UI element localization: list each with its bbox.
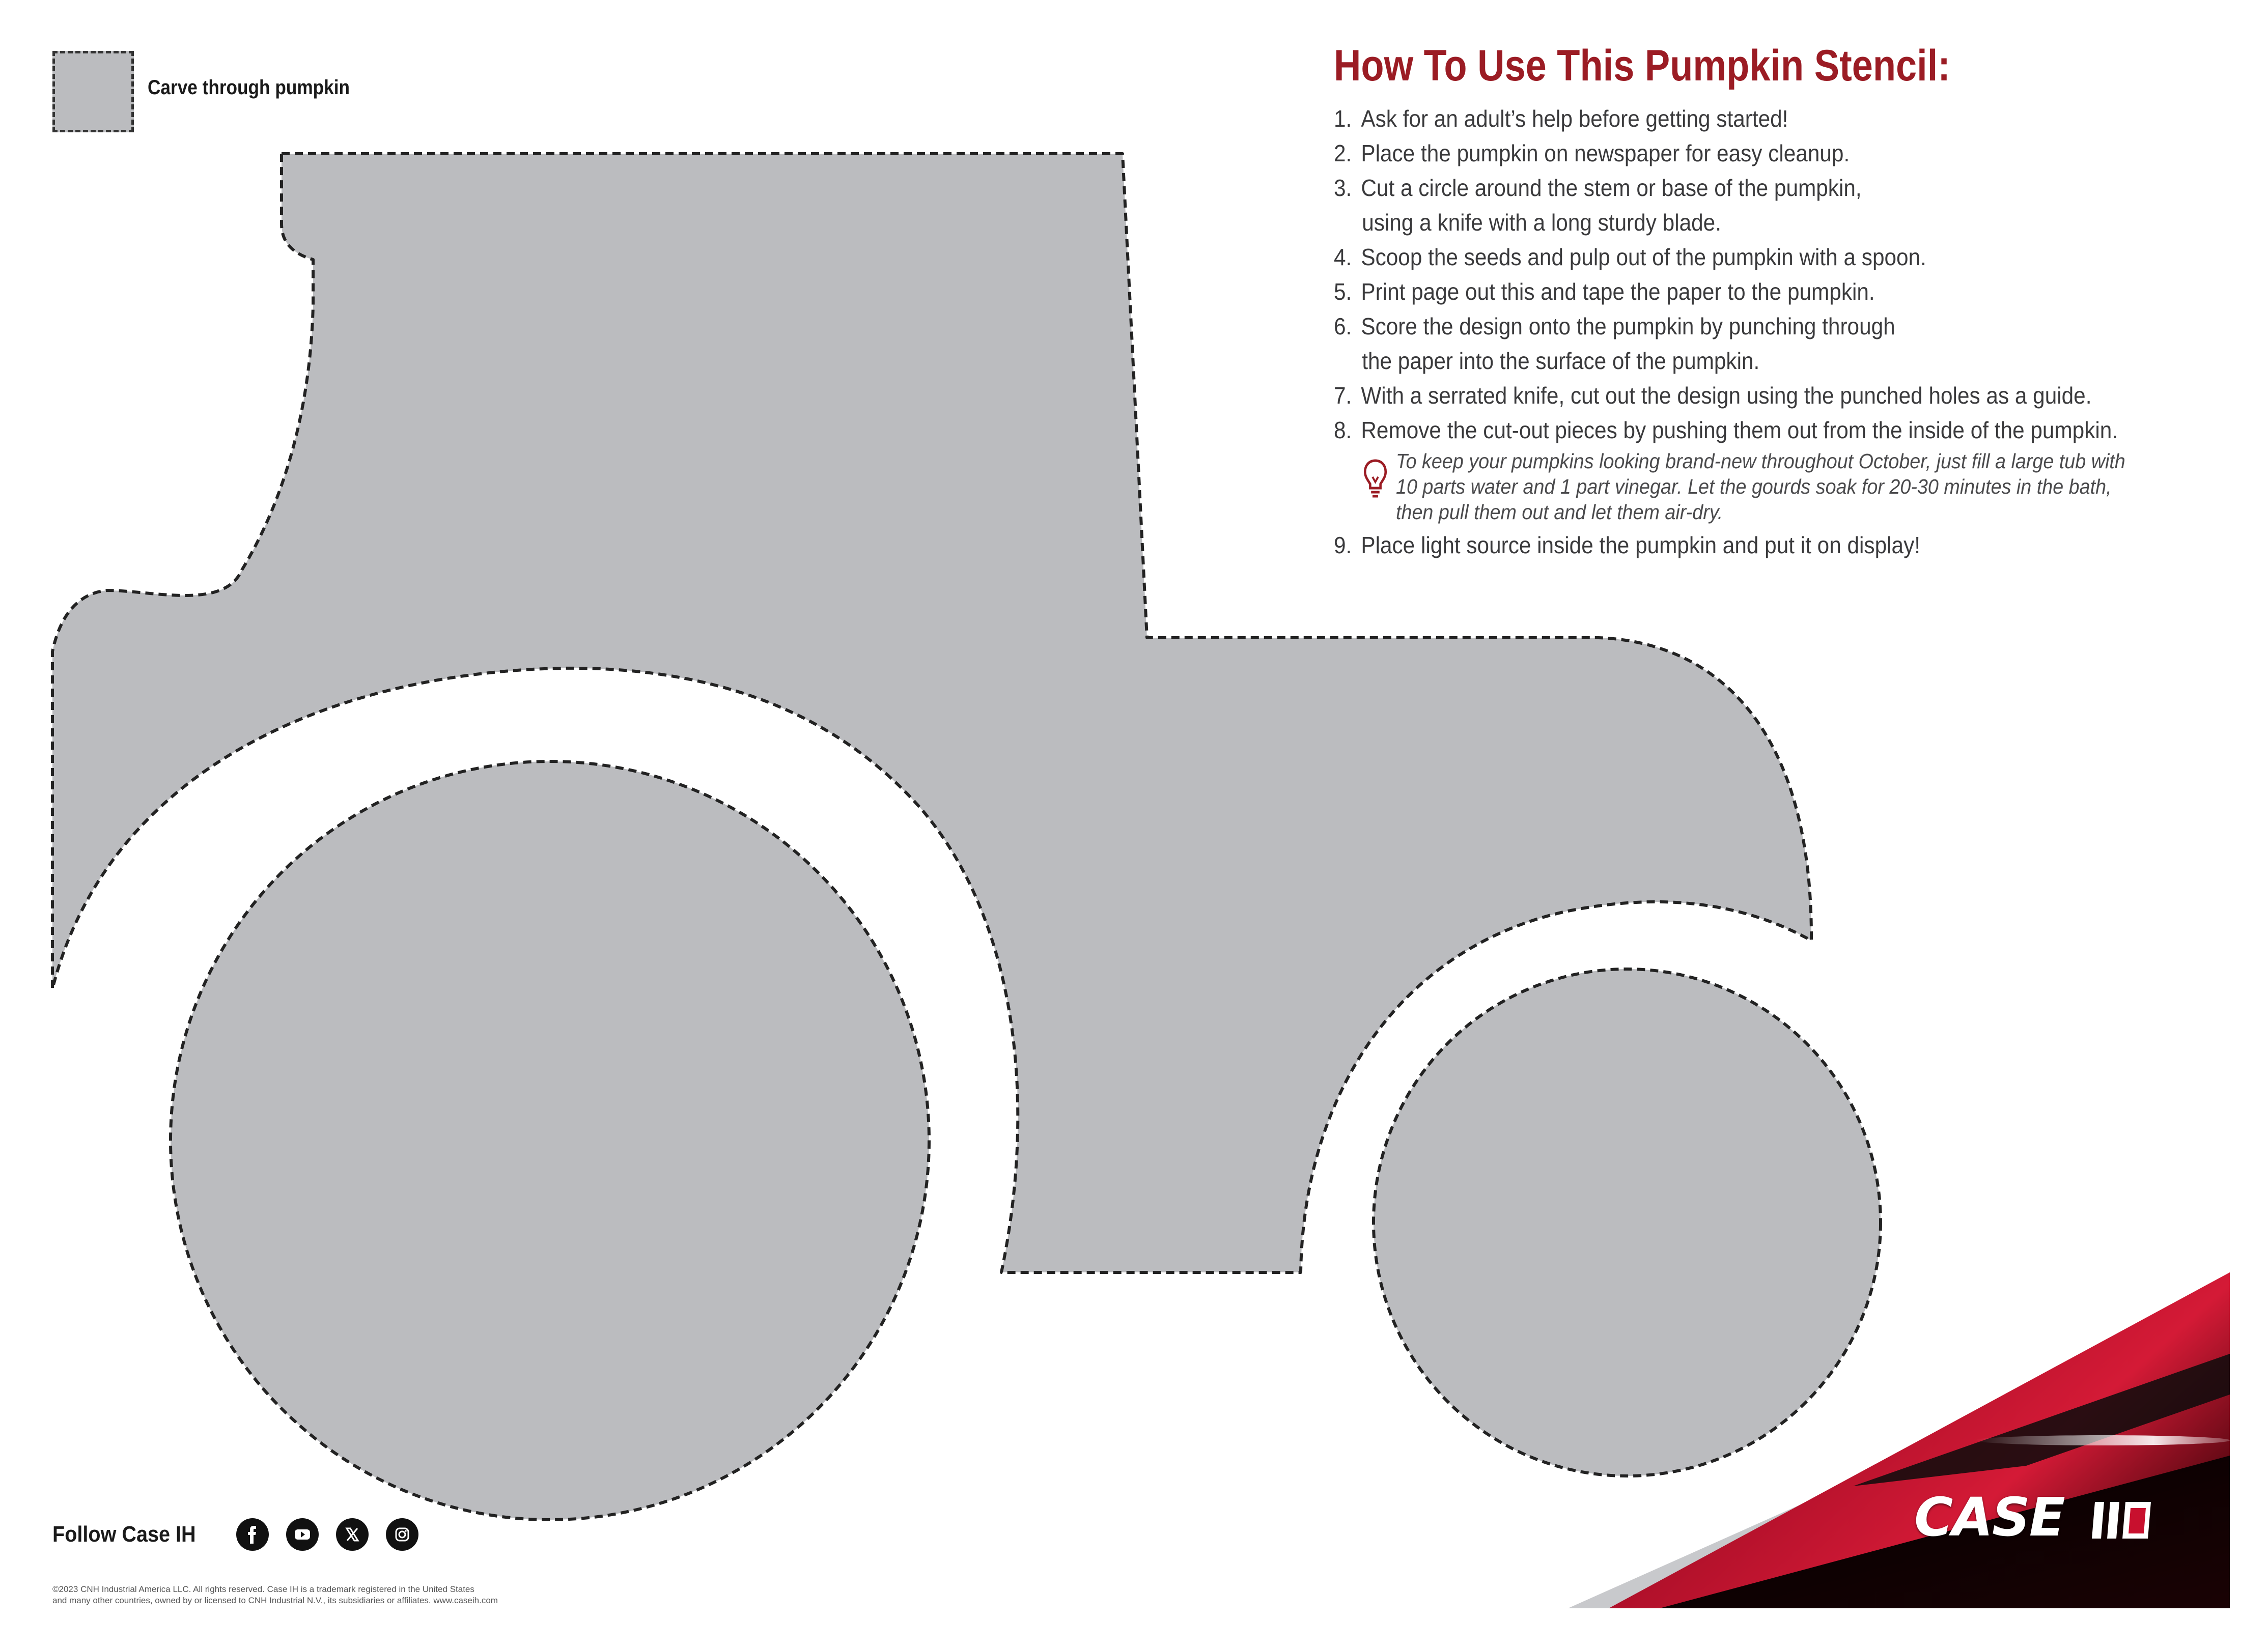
youtube-icon[interactable] — [286, 1518, 319, 1551]
brand-corner-graphic — [1568, 1272, 2230, 1608]
step-item — [1334, 528, 2177, 562]
brand-logo-mark — [2091, 1497, 2152, 1541]
tip-line: then pull them out and let them air-dry. — [1396, 500, 1723, 524]
step-item — [1334, 309, 2177, 378]
instructions-panel — [1334, 42, 2250, 562]
step-text: Cut a circle around the stem or base of the pumpkin, — [1361, 174, 1862, 201]
step-text-continued: the paper into the surface of the pumpkin. — [1362, 347, 1760, 374]
lightbulb-icon — [1362, 458, 1389, 502]
step-text: Score the design onto the pumpkin by punching through — [1361, 312, 1895, 339]
copyright-line: ©2023 CNH Industrial America LLC. All rights reserved. Case IH is a trademark registered in the United States — [52, 1584, 474, 1594]
step-text-continued: using a knife with a long sturdy blade. — [1362, 209, 1721, 236]
step-text: Remove the cut-out pieces by pushing them out from the inside of the pumpkin. — [1361, 416, 2118, 443]
copyright-line: and many other countries, owned by or licensed to CNH Industrial N.V., its subsidiaries or affiliates. www.caseih.com — [52, 1596, 498, 1605]
step-text: Place light source inside the pumpkin and put it on display! — [1361, 531, 1920, 558]
step-text: Ask for an adult’s help before getting started! — [1361, 105, 1788, 132]
step-item — [1334, 170, 2177, 240]
step-text: Scoop the seeds and pulp out of the pumpkin with a spoon. — [1361, 243, 1926, 270]
step-number: 6. — [1334, 312, 1352, 339]
instructions-title: How To Use This Pumpkin Stencil: — [1334, 41, 1950, 90]
step-number: 2. — [1334, 139, 1352, 166]
step-text: With a serrated knife, cut out the design using the punched holes as a guide. — [1361, 382, 2092, 409]
brand-logo-text: CASE — [1914, 1486, 2064, 1548]
x-icon[interactable] — [336, 1518, 369, 1551]
legend-label: Carve through pumpkin — [148, 76, 350, 99]
step-item — [1334, 136, 2177, 170]
tip-line: 10 parts water and 1 part vinegar. Let the gourds soak for 20-30 minutes in the bath, — [1396, 474, 2112, 498]
instagram-icon[interactable] — [386, 1518, 418, 1551]
copyright-notice — [52, 1584, 498, 1606]
tip-line: To keep your pumpkins looking brand-new throughout October, just fill a large tub with — [1396, 449, 2125, 473]
step-item — [1334, 378, 2177, 413]
step-number: 3. — [1334, 174, 1352, 201]
case-ih-logo — [1914, 1486, 2152, 1548]
step-number: 4. — [1334, 243, 1352, 270]
step-item — [1334, 413, 2177, 447]
rear-wheel — [171, 761, 929, 1520]
step-item — [1334, 240, 2177, 274]
tip-note — [1396, 448, 2182, 525]
step-text: Print page out this and tape the paper to the pumpkin. — [1361, 278, 1875, 305]
step-number: 1. — [1334, 105, 1352, 132]
step-number: 7. — [1334, 382, 1352, 409]
follow-label: Follow Case IH — [52, 1522, 196, 1547]
highlight-streak — [1975, 1435, 2230, 1445]
step-item — [1334, 274, 2177, 309]
step-number: 8. — [1334, 416, 1352, 443]
step-text: Place the pumpkin on newspaper for easy cleanup. — [1361, 139, 1850, 166]
follow-row — [52, 1517, 418, 1552]
step-number: 9. — [1334, 531, 1352, 558]
facebook-icon[interactable] — [236, 1518, 269, 1551]
step-number: 5. — [1334, 278, 1352, 305]
step-item — [1334, 101, 2177, 136]
